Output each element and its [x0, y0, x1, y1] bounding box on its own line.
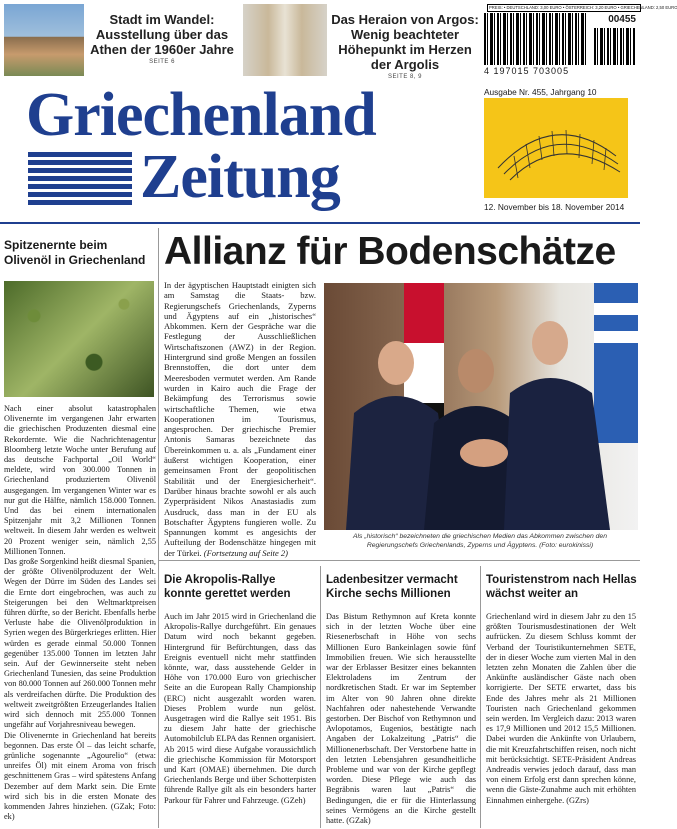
erbschaft-body: Das Bistum Rethymnon auf Kreta konnte sich in der letzten Woche über eine Riesenerbschaft in Höhe von sechs Millionen Euro Bankeinlagen sowie fünf Immobilien freuen. Wie sich herausstellte war der Erblasser Besitzer eines bekannten Elektroladens im Zentrum der nordkretischen Stadt. Er war im September im Alter von 90 Jahren ohne direkte Nachfahren oder nahestehende Verwandte gestorben. Der Bischof von Rethymnon und Avlopotamos, Eugenios, bestätigte nach Angaben der Lokalzeitung „Patris“ die Millionenerbschaft. Der Verstorbene hatte in den letzten Lebensjahren gesundheitliche Probleme und war von der Kirche gepflegt worden. Diese Pflege wie auch das Begräbnis waren laut „Patris“ die Bedingungen, die er für die Hinterlassung seines Vermögens an die Kirche gestellt hatte. (GZak) — [326, 612, 476, 826]
masthead-line1: Griechenland — [26, 81, 376, 149]
masthead-stripes — [28, 152, 132, 208]
erbschaft-headline: Ladenbesitzer vermacht Kirche sechs Millionen — [326, 574, 458, 600]
tourismus-body: Griechenland wird in diesem Jahr zu den 15 größten Tourismusdestinationen der Welt aufrücken. Zu diesem Schluss kommt der Verband der Touristikunternehmen SETE, der in dieser Woche zum vierten Mal in den letzten zehn Monaten die Zahlen über die Ankünfte ausländischer Gäste nach oben korrigierte. Der SETE erwartet, dass bis Ende des Jahres mehr als 21 Millionen Touristen nach Griechenland gekommen sein werden. Im Vergleich dazu: 2013 waren es 17,9 Millionen und 2012 15,5 Millionen. Dabei wurden die Ankünfte von Urlaubern, die mit Kreuzfahrtschiffen reisen, noch nicht mit berücksichtigt. SETE-Präsident Andreas Andreadis verwies jedoch darauf, dass man von einem Erfolg erst dann sprechen könne, wenn die Gäste-Zunahme auch mit erhöhten Einnahmen einhergehe. (GZrs) — [486, 612, 636, 805]
left-article-para-2: Das große Sorgenkind heißt diesmal Spanien, der größte Olivenölproduzent der Welt. Wegen der Dürre im Süden des Landes sei die Ernte dort eingebrochen, was auch zu Steigerungen bei den Weltmarktpreisen führen dürfte, so der Bericht. Ebenfalls herbe Verluste habe die Olivenölproduktion in Syrien wegen des Bürgerkrieges erlitten. Hier würden es gerade einmal 50.000 Tonnen gegenüber 135.000 Tonnen im letzten Jahr sein. Auf der Gewinnerseite steht neben Griechenland Tunesien, das seine Produktion von 80.000 Tonnen auf 260.000 Tonnen mehr als verdreifachen dürfte. Die Produktion des weltweit zweitgrößten Erzeugerlandes Italien wird sich dennoch mit 255.000 Tonnen ungefähr auf Vorjahresniveau bewegen. — [4, 557, 156, 730]
main-headline: Allianz für Bodenschätze — [164, 230, 616, 273]
main-article-body — [164, 280, 316, 558]
teaser-1[interactable] — [4, 4, 236, 76]
main-article-text: In der ägyptischen Hauptstadt einigten sich am Samstag die Staats- bzw. Regierungschefs Griechenlands, Zyperns und Ägyptens auf ein „historisches“ Abkommen. Kern der Gespräche war die Festlegung der Ausschließlichen Wirtschaftszonen (AWZ) in der Region. Hintergrund sind große Mengen an fossilen Brennstoffen, die dort unter dem Meeresboden vermutet werden. Am Rande wurden in Kairo auch die Frage der Bekämpfung des Terrorismus sowie wirtschaftliche Themen, wie etwa Kooperationen im Tourismus, angesprochen. Der griechische Premier Antonis Samaras bezeichnete das Übereinkommen u. a. als „Fundament einer äußerst wichtigen Kooperation, einer gemeinsamen Front der geopolitischen Stabilität und der Energiesicherheit“. Darüber hinaus brachte sowohl er als auch Zyperpräsident Nikos Anastasiadis zum Ausdruck, dass man in der EU als Botschafter Ägyptens fungieren wolle. Zu Spannungen kommt es angesichts der Aufteilung der Bodenschätze hingegen mit der Türkei. — [164, 280, 316, 558]
left-article-para-3: Die Olivenernte in Griechenland hat bereits begonnen. Das erste Öl – das leicht scharfe, grünliche sogenannte „Agourelio“ (etwa: unreifes Öl) mit einem Aroma von frisch geschnittenem Gras – wird spätestens Anfang Dezember auf dem Markt sein. Die Ernte wird sich bis in die ersten Monate des kommenden Jahres hinziehen. (GZak; Foto: ek) — [4, 730, 156, 822]
teaser-1-image — [4, 4, 84, 76]
rallye-body: Auch im Jahr 2015 wird in Griechenland die Akropolis-Rallye durchgeführt. Ein genaues Datum wird noch bekannt gegeben. Hintergrund für Befürchtungen, dass das Ereignis eventuell nicht mehr stattfinden könnte, war, dass ausstehende Gelder in Höhe von 170.000 Euro von griechischer Seite an die European Rally Championship (ERC) nicht ausgezahlt worden waren. Dieses Problem wurde nun gelöst. Ausgetragen wird die Rallye seit 1951. Bis zu diesem Jahr hatte der griechische Automobilclub ELPA das Rennen organisiert. Ab 2015 wird diese Aufgabe voraussichtlich die griechische Kommission für Motorsport und Kart (OMAE) übernehmen. Die durch Griechenlands Berge und über Schotterpisten führende Rallye gilt als ein besonders harter Parkour für Fahrer und Fahrzeuge. (GZeh) — [164, 612, 316, 805]
photo-caption: Als „historisch“ bezeichneten die griechischen Medien das Abkommen zwischen den Regierungschefs Griechenlands, Zyperns und Ägyptens. (Foto: eurokinissi) — [352, 533, 607, 549]
barcode — [484, 13, 586, 65]
left-article-para-1: Nach einer absolut katastrophalen Olivenernte im vergangenen Jahr erwarten die griechischen Produzenten diesmal eine Rekordernte. Wie die Nachrichtenagentur Bloomberg letzte Woche unter Berufung auf das deutsche Fachportal „Oil World“ meldete, wird von 300.000 Tonnen in Griechenland produziertem Olivenöl ausgegangen. Im vergangenen Winter war es nur gut die Hälfte, nämlich 158.000 Tonnen. Und das bei einem internationalen Spitzenjahr mit 3,2 Millionen Tonnen weltweit. In diesem Jahr werden es weltweit 20 Prozent weniger sein, nämlich 2,55 Millionen Tonnen. — [4, 404, 156, 556]
teaser-2-page: SEITE 8, 9 — [387, 74, 422, 80]
issue-info: Ausgabe Nr. 455, Jahrgang 10 — [484, 87, 597, 97]
masthead-line2: Zeitung — [140, 143, 340, 211]
barcode-addon — [594, 28, 636, 65]
teaser-1-page: SEITE 6 — [149, 59, 175, 65]
tourismus-headline: Touristenstrom nach Hellas wächst weiter an — [486, 574, 637, 600]
teaser-2-title: Das Heraion von Argos: Wenig beachteter Höhepunkt im Herzen der Argolis — [331, 12, 479, 72]
barcode-number: 4 197015 703005 — [484, 66, 570, 76]
teaser-2[interactable] — [243, 4, 479, 80]
leaders-photo — [324, 283, 638, 530]
rallye-headline: Die Akropolis-Rallye konnte gerettet werden — [164, 574, 291, 600]
left-article-headline: Spitzenernte beim Olivenöl in Griechenland — [4, 238, 146, 267]
teaser-1-title: Stadt im Wandel: Ausstellung über das Athen der 1960er Jahre — [90, 12, 234, 57]
left-article-body — [4, 404, 156, 822]
main-article-continuation[interactable]: (Fortsetzung auf Seite 2) — [203, 547, 289, 558]
date-range: 12. November bis 18. November 2014 — [484, 202, 625, 212]
price-line: PREIS: • DEUTSCHLAND: 3,00 EURO • ÖSTERREICH: 3,20 EURO • GRIECHENLAND: 2,50 EURO — [489, 5, 677, 10]
barcode-issue: 00455 — [608, 14, 636, 25]
teaser-2-image — [243, 4, 327, 76]
olive-photo — [4, 281, 154, 397]
parliament-logo — [484, 98, 628, 198]
